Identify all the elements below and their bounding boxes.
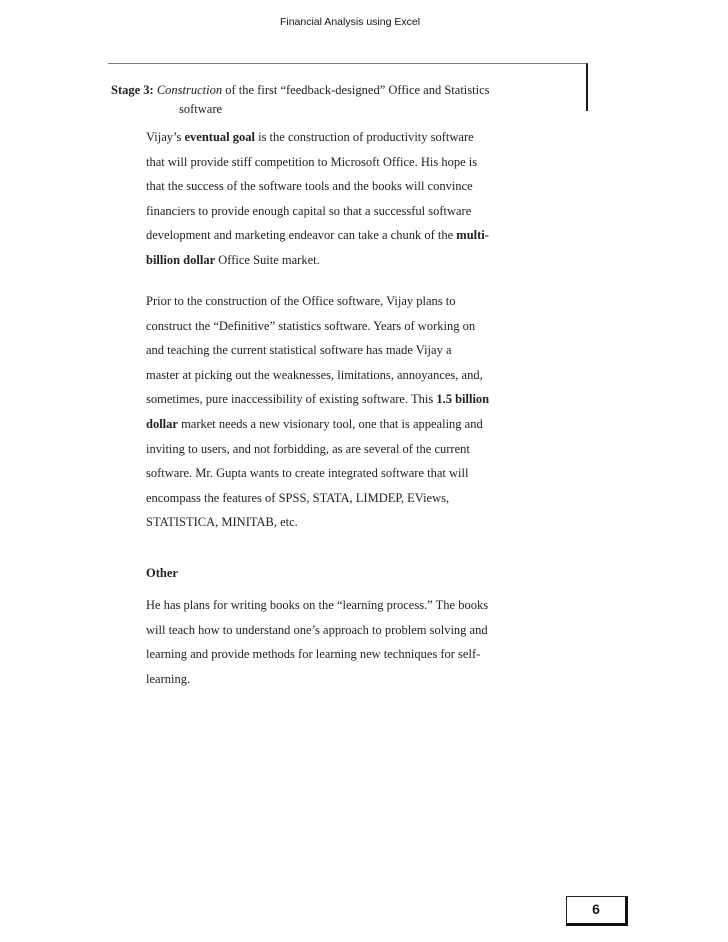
text-line: will teach how to understand one’s approach to problem solving and — [146, 622, 488, 637]
text-line: STATISTICA, MINITAB, etc. — [146, 515, 298, 530]
paragraph-other — [146, 593, 566, 691]
text-line: He has plans for writing books on the “learning process.” The books — [146, 598, 489, 612]
stage-emphasis: Construction — [156, 83, 223, 97]
emphasis-1-5-billion: 1.5 billion — [436, 392, 490, 407]
section-heading-other: Other — [146, 566, 178, 580]
text-line: that the success of the software tools and the books will convince — [146, 179, 473, 194]
text-line: dollar market needs a new visionary tool, one that is appealing and — [146, 416, 483, 431]
stage-title: of the first “feedback-designed” Office and Statistics — [222, 83, 490, 97]
emphasis-dollar: dollar — [146, 416, 178, 431]
text-line: master at picking out the weaknesses, limitations, annoyances, and, — [146, 367, 483, 382]
paragraph-goal — [146, 125, 566, 273]
text-line: learning and provide methods for learning new techniques for self- — [146, 647, 481, 662]
text-line: Vijay’s eventual goal is the construction of productivity software — [146, 130, 474, 144]
text-line: that will provide stiff competition to Microsoft Office. His hope is — [146, 154, 478, 169]
page-number: 6 — [566, 896, 628, 926]
stage-label: Stage 3: — [111, 83, 154, 97]
text-line: Prior to the construction of the Office software, Vijay plans to — [146, 294, 456, 308]
text-line: inviting to users, and not forbidding, as are several of the current — [146, 441, 470, 456]
text-line: learning. — [146, 671, 191, 686]
paragraph-statistics — [146, 289, 566, 535]
text-line: development and marketing endeavor can take a chunk of the multi- — [146, 228, 489, 243]
stage-heading — [111, 81, 581, 119]
text-line: billion dollar Office Suite market. — [146, 252, 320, 267]
text-line: software. Mr. Gupta wants to create integrated software that will — [146, 466, 469, 481]
emphasis-multi: multi- — [456, 228, 489, 243]
stage-title-line2: software — [179, 102, 223, 116]
text-line: sometimes, pure inaccessibility of existing software. This 1.5 billion — [146, 392, 490, 407]
text-line: and teaching the current statistical software has made Vijay a — [146, 343, 452, 358]
text-line: construct the “Definitive” statistics software. Years of working on — [146, 318, 476, 333]
text-line: encompass the features of SPSS, STATA, LIMDEP, EViews, — [146, 490, 450, 505]
text-line: financiers to provide enough capital so that a successful software — [146, 203, 472, 218]
running-header: Financial Analysis using Excel — [279, 16, 421, 28]
emphasis-billion-dollar: billion dollar — [146, 252, 216, 267]
emphasis-eventual-goal: eventual goal — [184, 130, 255, 144]
